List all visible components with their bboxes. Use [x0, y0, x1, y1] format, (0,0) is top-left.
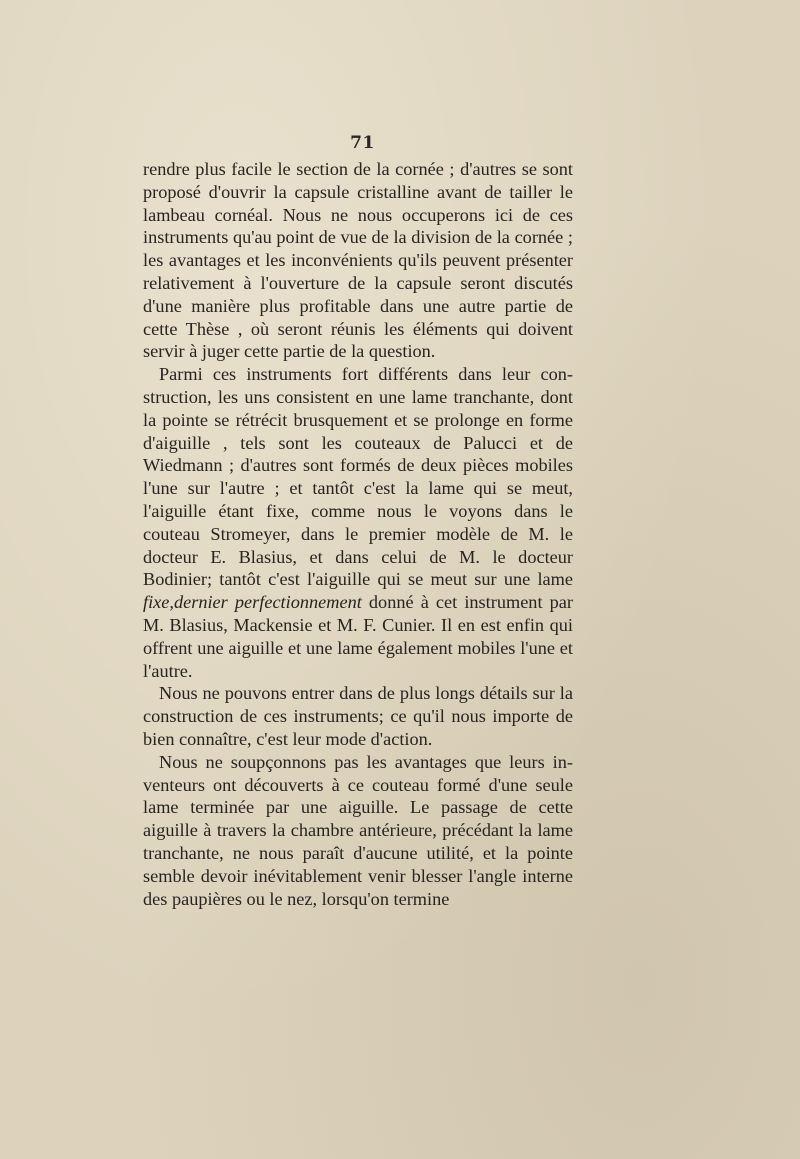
- paragraph-2-text-a: Parmi ces instruments fort différents dans leur construction, les uns consistent en une lame tranchante, dont la pointe se rétrécit brusquement et se prolonge en forme d'aiguille , tels sont les couteaux de Palucci et de Wiedmann ; d'autres sont formés de deux pièces mobiles l'une sur l'autre ; et tantôt c'est la lame qui se meut, l'aiguille étant fixe, comme nous le voyons dans le couteau Stromeyer, dans le premier modèle de M. le docteur E. Blasius, et dans celui de M. le docteur Bodinier; tantôt c'est l'aiguille qui se meut sur une lame: [143, 364, 573, 590]
- page-number: 71: [350, 133, 375, 153]
- paragraph-4: [143, 751, 573, 911]
- body-text: [143, 158, 573, 910]
- paragraph-1-text: rendre plus facile le section de la cornée ; d'autres se sont proposé d'ouvrir la capsule cristalline avant de tailler le lambeau cornéal. Nous ne nous occuperons ici de ces instruments qu'au point de vue de la division de la cornée ; les avantages et les inconvénients qu'ils peuvent présenter relativement à l'ouverture de la capsule seront discutés d'une manière plus profitable dans une autre partie de cette Thèse , où seront réunis les éléments qui doivent servir à juger cette partie de la question.: [143, 159, 573, 362]
- paragraph-4-text: Nous ne soupçonnons pas les avantages que leurs inventeurs ont découverts à ce couteau formé d'une seule lame terminée par une aiguille. Le passage de cette aiguille à travers la chambre antérieure, précédant la lame tranchante, ne nous paraît d'aucune utilité, et la pointe semble devoir inévitablement venir blesser l'angle interne des paupières ou le nez, lorsqu'on termine: [143, 751, 573, 909]
- paragraph-2-text-b: donné à cet instrument par M. Blasius, Mackensie et M. F. Cunier. Il en est enfin qui offrent une aiguille et une lame également mobiles l'une et l'autre.: [143, 592, 573, 681]
- paragraph-2-italic: fixe,dernier perfectionnement: [143, 592, 362, 613]
- paragraph-3-text: Nous ne pouvons entrer dans de plus longs détails sur la construction de ces instruments; ce qu'il nous importe de bien connaître, c'est leur mode d'action.: [143, 683, 573, 749]
- paragraph-3: [143, 682, 573, 750]
- paragraph-2: [143, 363, 573, 682]
- paragraph-1: [143, 158, 573, 363]
